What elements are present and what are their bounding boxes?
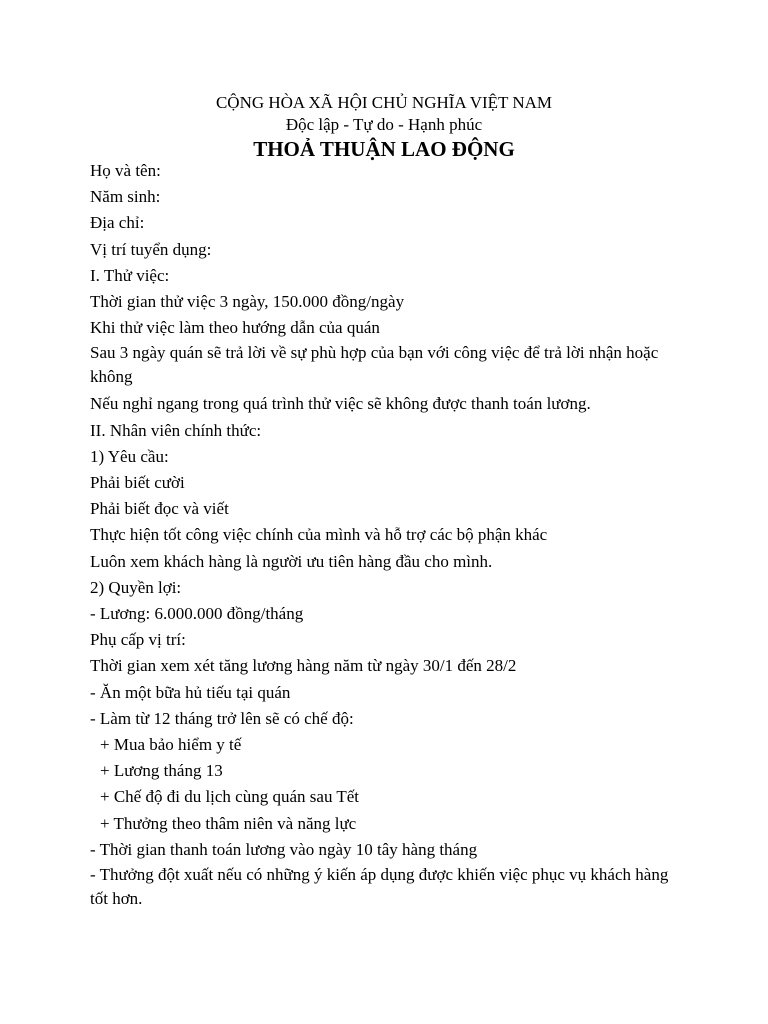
page-title: THOẢ THUẬN LAO ĐỘNG bbox=[253, 137, 515, 161]
section-heading-probation: I. Thử việc: bbox=[90, 265, 170, 285]
requirement-line: Phải biết cười bbox=[90, 473, 185, 493]
field-birth-year: Năm sinh: bbox=[90, 187, 161, 207]
section-heading-official: II. Nhân viên chính thức: bbox=[90, 420, 262, 440]
requirement-line: Luôn xem khách hàng là người ưu tiên hàng đầu cho mình. bbox=[90, 551, 493, 571]
benefit-payday: - Thời gian thanh toán lương vào ngày 10 tây hàng tháng bbox=[90, 839, 478, 859]
subheading-benefits: 2) Quyền lợi: bbox=[90, 577, 182, 597]
requirement-line: Thực hiện tốt công việc chính của mình và hỗ trợ các bộ phận khác bbox=[90, 525, 548, 545]
national-title: CỘNG HÒA XÃ HỘI CHỦ NGHĨA VIỆT NAM bbox=[215, 93, 553, 112]
benefit-bonus: - Thưởng đột xuất nếu có những ý kiến áp dụng được khiến việc phục vụ khách hàng tốt hơn. bbox=[90, 865, 673, 909]
field-address: Địa chỉ: bbox=[90, 213, 145, 233]
benefit-sub-item: + Lương tháng 13 bbox=[100, 761, 223, 781]
document-body bbox=[90, 158, 690, 913]
probation-line: Sau 3 ngày quán sẽ trả lời về sự phù hợp của bạn với công việc để trả lời nhận hoặc không bbox=[90, 343, 663, 387]
probation-line: Khi thử việc làm theo hướng dẫn của quán bbox=[90, 318, 380, 338]
benefit-sub-item: + Thưởng theo thâm niên và năng lực bbox=[100, 813, 357, 833]
benefit-salary: - Lương: 6.000.000 đồng/tháng bbox=[90, 604, 304, 624]
benefit-sub-item: + Chế độ đi du lịch cùng quán sau Tết bbox=[100, 787, 360, 807]
benefit-sub-item: + Mua bảo hiểm y tế bbox=[100, 735, 242, 755]
probation-line: Nếu nghỉ ngang trong quá trình thử việc sẽ không được thanh toán lương. bbox=[90, 394, 591, 414]
subheading-requirements: 1) Yêu cầu: bbox=[90, 446, 169, 466]
benefit-raise-review: Thời gian xem xét tăng lương hàng năm từ ngày 30/1 đến 28/2 bbox=[90, 656, 517, 676]
benefit-twelve-months: - Làm từ 12 tháng trở lên sẽ có chế độ: bbox=[90, 708, 354, 728]
field-name: Họ và tên: bbox=[90, 161, 161, 180]
benefit-allowance: Phụ cấp vị trí: bbox=[90, 630, 186, 650]
requirement-line: Phải biết đọc và viết bbox=[90, 499, 229, 519]
national-motto: Độc lập - Tự do - Hạnh phúc bbox=[285, 115, 483, 134]
field-position: Vị trí tuyển dụng: bbox=[90, 239, 212, 259]
benefit-meal: - Ăn một bữa hủ tiếu tại quán bbox=[90, 682, 291, 702]
probation-line: Thời gian thử việc 3 ngày, 150.000 đồng/ngày bbox=[90, 292, 405, 312]
document-header bbox=[0, 92, 768, 162]
